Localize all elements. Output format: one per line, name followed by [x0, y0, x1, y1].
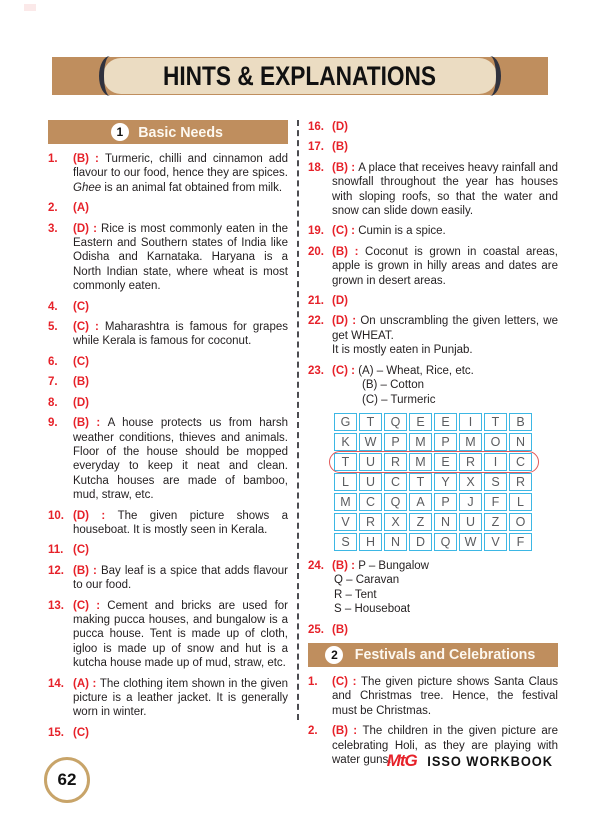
item-text: On unscrambling the given letters, we get WHEAT.	[332, 315, 559, 342]
answer-letter: (B) :	[332, 245, 366, 258]
grid-cell: L	[334, 473, 357, 491]
item-number: 2.	[308, 725, 318, 738]
item-body	[73, 355, 288, 369]
item-text: The given picture shows a houseboat. It is mostly seen in Kerala.	[73, 509, 288, 536]
right-paren-decoration	[479, 56, 501, 96]
answer-item	[48, 355, 288, 369]
answer-letter: (D) :	[73, 509, 118, 522]
item-number: 13.	[48, 599, 64, 612]
grid-cell: U	[359, 473, 382, 491]
answer-item	[308, 224, 558, 238]
item-extra-line: S – Houseboat	[334, 603, 411, 616]
grid-cell: M	[409, 453, 432, 471]
grid-cell: T	[359, 413, 382, 431]
item-text: A house protects us from harsh weather conditions, thieves and animals. Floor of the house should be mopped everyday to keep it neat and clean. Kutcha houses are made of bamboo, mud, straw, etc.	[73, 417, 288, 502]
answer-item	[308, 120, 558, 134]
grid-cell: W	[359, 433, 382, 451]
item-body	[332, 294, 558, 308]
left-paren-decoration	[99, 56, 121, 96]
grid-cell: P	[434, 493, 457, 511]
grid-cell: F	[484, 493, 507, 511]
mtg-logo: MtG	[386, 751, 417, 770]
column-divider	[297, 120, 299, 720]
item-number: 22.	[308, 315, 324, 328]
item-body	[332, 120, 558, 134]
answer-item	[308, 623, 558, 637]
item-text: Cumin is a spice.	[358, 225, 446, 238]
grid-cell: C	[509, 453, 532, 471]
item-extra-line: R – Tent	[334, 588, 377, 601]
page-number: 62	[57, 770, 77, 789]
item-body	[73, 416, 288, 502]
answer-item	[308, 161, 558, 219]
item-number: 25.	[308, 623, 324, 636]
item-body	[73, 677, 288, 720]
item-number: 15.	[48, 726, 64, 739]
item-number: 12.	[48, 564, 64, 577]
section-header	[308, 643, 558, 667]
answer-letter: (A)	[73, 202, 89, 215]
grid-cell: S	[484, 473, 507, 491]
grid-cell: Q	[384, 413, 407, 431]
section-number-badge: 2	[325, 646, 343, 664]
item-number: 2.	[48, 202, 58, 215]
answer-letter: (C)	[73, 544, 89, 557]
grid-cell: R	[359, 513, 382, 531]
answer-letter: (B)	[332, 141, 348, 154]
item-text: Coconut is grown in coastal areas, apple is grown in hilly areas and dates are grown in desert areas.	[332, 245, 558, 287]
grid-cell: B	[509, 413, 532, 431]
answer-item	[48, 152, 288, 195]
grid-cell: R	[459, 453, 482, 471]
item-number: 16.	[308, 121, 324, 133]
grid-cell: O	[509, 513, 532, 531]
item-text: The given picture shows Santa Claus and Christmas tree. Hence, the festival must be Christmas.	[332, 675, 558, 717]
section-title: Festivals and Celebrations	[355, 646, 536, 664]
answer-letter: (C) :	[332, 364, 359, 377]
item-text: Rice is most commonly eaten in the Eastern and Southern states of India like Odisha and Karnataka. Haryana is a North Indian state, where wheat is most commonly eaten.	[73, 222, 288, 293]
item-body	[73, 543, 288, 557]
answer-item	[48, 416, 288, 502]
grid-cell: F	[509, 533, 532, 551]
answer-item	[308, 364, 558, 407]
item-body	[73, 320, 288, 349]
grid-cell: O	[484, 433, 507, 451]
item-number: 5.	[48, 321, 58, 334]
grid-cell: E	[434, 453, 457, 471]
grid-cell: R	[384, 453, 407, 471]
grid-cell: X	[459, 473, 482, 491]
grid-cell: A	[409, 493, 432, 511]
answer-item	[48, 509, 288, 538]
answer-item	[308, 140, 558, 154]
item-number: 17.	[308, 141, 324, 154]
item-body	[73, 726, 288, 740]
word-search-grid	[334, 413, 532, 551]
answer-letter: (B) :	[73, 417, 108, 430]
item-body	[332, 675, 558, 718]
item-body	[332, 559, 558, 617]
grid-cell: Q	[384, 493, 407, 511]
item-number: 10.	[48, 509, 64, 522]
item-extra-line: Q – Caravan	[334, 574, 400, 587]
item-body	[332, 161, 558, 219]
grid-cell: V	[484, 533, 507, 551]
item-body	[73, 375, 288, 389]
brand-text: ISSO WORKBOOK	[427, 754, 553, 769]
grid-cell: M	[459, 433, 482, 451]
item-text: P – Bungalow	[358, 559, 429, 572]
grid-cell: C	[359, 493, 382, 511]
grid-cell: M	[334, 493, 357, 511]
answer-item	[48, 320, 288, 349]
answer-letter: (B) :	[332, 161, 359, 174]
answer-letter: (A) :	[73, 677, 100, 690]
grid-cell: N	[434, 513, 457, 531]
answer-letter: (C) :	[73, 321, 105, 334]
grid-cell: E	[409, 413, 432, 431]
grid-cell: Q	[434, 533, 457, 551]
answer-letter: (D)	[332, 121, 348, 133]
answer-letter: (C) :	[332, 225, 359, 238]
item-extra-line: It is mostly eaten in Punjab.	[332, 344, 473, 357]
answer-letter: (C)	[73, 726, 89, 739]
item-number: 20.	[308, 245, 324, 258]
grid-cell: V	[334, 513, 357, 531]
grid-cell: I	[459, 413, 482, 431]
answer-item	[48, 396, 288, 410]
answer-item	[308, 559, 558, 617]
grid-cell: L	[509, 493, 532, 511]
grid-cell: Z	[409, 513, 432, 531]
grid-cell: J	[459, 493, 482, 511]
item-body	[332, 140, 558, 154]
answer-letter: (D) :	[332, 315, 361, 328]
grid-cell: Z	[484, 513, 507, 531]
item-number: 1.	[308, 675, 318, 688]
item-text: Cement and bricks are used for making pucca houses, and bungalow is a pucca house. Tent is made up of cloth, igloo is made up of snow and hut is a kutcha house made up of mud, straw, etc.	[73, 599, 288, 670]
page-number-badge	[44, 757, 90, 803]
answer-item	[48, 375, 288, 389]
item-body	[73, 509, 288, 538]
item-extra-line: (C) – Turmeric	[362, 393, 436, 406]
grid-cell: T	[484, 413, 507, 431]
item-text: Bay leaf is a spice that adds flavour to our food.	[73, 564, 289, 592]
grid-cell: D	[409, 533, 432, 551]
item-number: 4.	[48, 300, 58, 313]
answer-item	[48, 222, 288, 294]
page-header	[52, 57, 548, 95]
answer-item	[308, 294, 558, 308]
item-text: (A) – Wheat, Rice, etc.	[358, 364, 474, 377]
grid-cell: E	[434, 413, 457, 431]
item-body	[73, 222, 288, 294]
answer-letter: (B) :	[73, 153, 105, 165]
item-body	[73, 599, 288, 671]
grid-cell: P	[384, 433, 407, 451]
left-column	[48, 120, 288, 773]
item-body	[73, 300, 288, 314]
item-body	[332, 623, 558, 637]
grid-cell: U	[359, 453, 382, 471]
item-number: 1.	[48, 153, 58, 165]
answer-letter: (D)	[73, 396, 89, 409]
print-artifact	[24, 4, 36, 11]
grid-cell: C	[384, 473, 407, 491]
answer-letter: (D)	[332, 295, 348, 308]
item-body	[73, 564, 288, 593]
item-body	[73, 201, 288, 215]
header-pill	[103, 58, 496, 94]
item-body	[332, 314, 558, 357]
item-number: 21.	[308, 295, 324, 308]
item-number: 11.	[48, 544, 64, 557]
right-column	[308, 120, 558, 773]
item-extra-line: (B) – Cotton	[362, 379, 424, 392]
two-column-layout	[48, 120, 558, 773]
item-text: A place that receives heavy rainfall and snowfall throughout the year has houses with sloping roofs, so that the water and snow can slide down easily.	[332, 161, 559, 218]
answer-item	[308, 245, 558, 288]
page-title: HINTS & EXPLANATIONS	[163, 60, 437, 91]
item-text: The children in the given picture are celebrating Holi, as they are playing with water guns.	[332, 725, 559, 766]
grid-cell: W	[459, 533, 482, 551]
answer-letter: (B)	[332, 623, 348, 636]
grid-cell: M	[409, 433, 432, 451]
grid-cell: N	[509, 433, 532, 451]
item-number: 9.	[48, 417, 58, 430]
item-body	[332, 364, 558, 407]
item-number: 18.	[308, 161, 324, 174]
grid-cell: K	[334, 433, 357, 451]
word-grid-cells	[334, 413, 532, 551]
item-body	[332, 245, 558, 288]
item-number: 23.	[308, 364, 324, 377]
answer-item	[48, 564, 288, 593]
item-text: Maharashtra is famous for grapes while Kerala is famous for coconut.	[73, 321, 288, 348]
item-number: 3.	[48, 222, 58, 235]
answer-letter: (C)	[73, 300, 89, 313]
item-body	[73, 152, 288, 195]
footer-brand	[387, 751, 556, 771]
answer-item	[48, 300, 288, 314]
answer-item	[48, 543, 288, 557]
item-number: 7.	[48, 376, 58, 389]
grid-cell: R	[509, 473, 532, 491]
grid-cell: G	[334, 413, 357, 431]
grid-cell: H	[359, 533, 382, 551]
grid-cell: T	[409, 473, 432, 491]
answer-item	[48, 677, 288, 720]
answer-item	[48, 599, 288, 671]
grid-cell: N	[384, 533, 407, 551]
answer-item	[48, 726, 288, 740]
grid-cell: U	[459, 513, 482, 531]
item-number: 19.	[308, 225, 324, 238]
answer-letter: (D) :	[73, 222, 102, 235]
item-body	[73, 396, 288, 410]
grid-cell: T	[334, 453, 357, 471]
answer-letter: (B) :	[332, 725, 363, 738]
section-number-badge: 1	[111, 123, 129, 141]
grid-cell: P	[434, 433, 457, 451]
item-number: 6.	[48, 355, 58, 368]
grid-cell: I	[484, 453, 507, 471]
item-text: The clothing item shown in the given picture is a leather jacket. It is generally worn in winter.	[73, 677, 288, 719]
answer-letter: (C) :	[73, 599, 108, 612]
answer-letter: (B) :	[73, 564, 101, 577]
answer-letter: (C) :	[332, 675, 362, 688]
answer-letter: (B)	[73, 376, 89, 389]
section-header	[48, 120, 288, 144]
grid-cell: X	[384, 513, 407, 531]
answer-item	[308, 675, 558, 718]
item-body	[332, 224, 558, 238]
grid-cell: Y	[434, 473, 457, 491]
item-number: 8.	[48, 396, 58, 409]
answer-item	[308, 314, 558, 357]
section-title: Basic Needs	[138, 123, 223, 141]
item-text: Turmeric, chilli and cinnamon add flavour to our food, hence they are spices. Ghee is an animal fat obtained from milk.	[73, 153, 288, 194]
grid-cell: S	[334, 533, 357, 551]
answer-item	[48, 201, 288, 215]
item-number: 24.	[308, 559, 324, 572]
answer-letter: (C)	[73, 355, 89, 368]
item-number: 14.	[48, 677, 64, 690]
answer-letter: (B) :	[332, 559, 359, 572]
